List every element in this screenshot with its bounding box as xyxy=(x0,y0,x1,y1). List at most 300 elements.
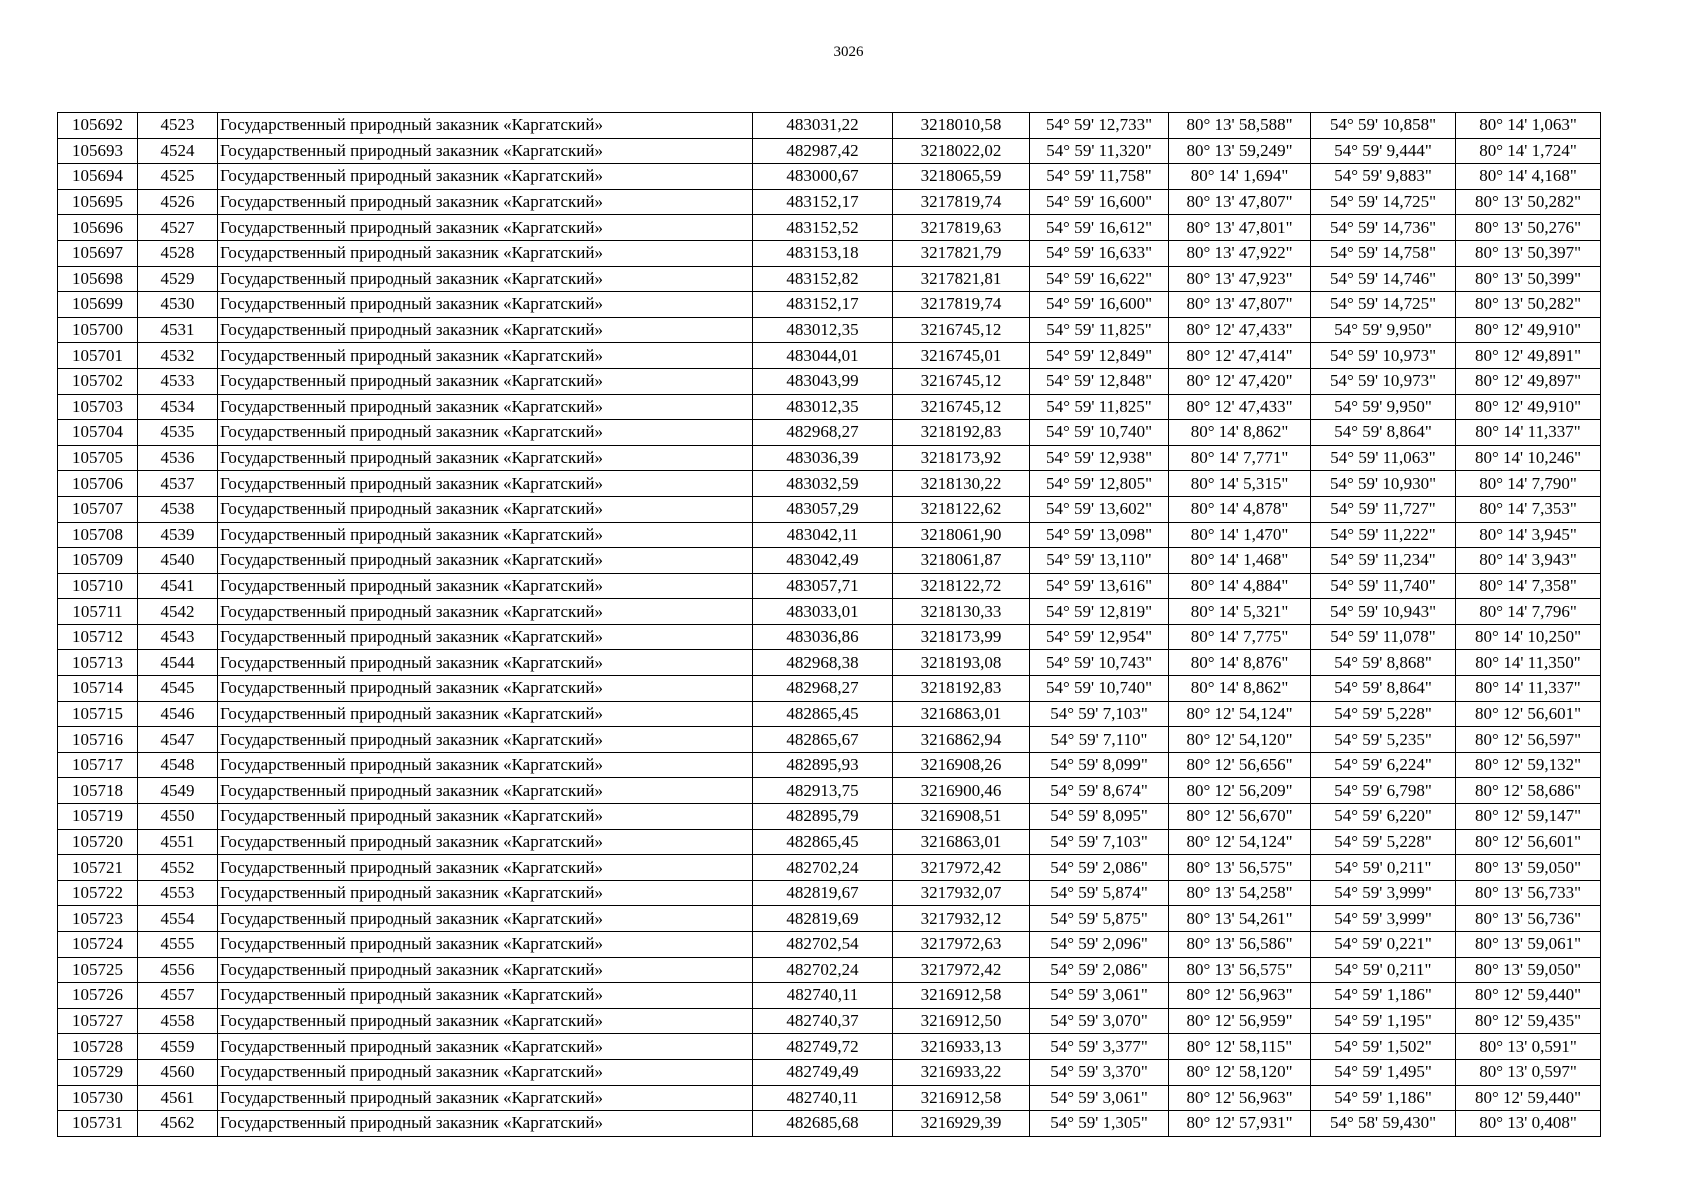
table-row xyxy=(58,522,1601,548)
latitude-cell: 54° 59' 2,086" xyxy=(1030,855,1169,881)
longitude-cell: 80° 13' 58,588" xyxy=(1169,113,1311,139)
row-number-cell: 105700 xyxy=(58,317,138,343)
y-coordinate-cell: 3218130,33 xyxy=(893,599,1030,625)
row-number-cell: 105709 xyxy=(58,548,138,574)
y-coordinate-cell: 3216912,58 xyxy=(893,983,1030,1009)
row-number-cell: 105714 xyxy=(58,676,138,702)
x-coordinate-cell: 482740,37 xyxy=(753,1008,893,1034)
latitude-wgs-cell: 54° 59' 14,725" xyxy=(1311,292,1456,318)
row-number-cell: 105727 xyxy=(58,1008,138,1034)
longitude-wgs-cell: 80° 13' 50,276" xyxy=(1456,215,1601,241)
longitude-wgs-cell: 80° 14' 10,250" xyxy=(1456,624,1601,650)
y-coordinate-cell: 3217821,81 xyxy=(893,266,1030,292)
latitude-wgs-cell: 54° 59' 1,495" xyxy=(1311,1059,1456,1085)
row-number-cell: 105706 xyxy=(58,471,138,497)
name-cell: Государственный природный заказник «Каргатский» xyxy=(218,829,753,855)
row-number-cell: 105696 xyxy=(58,215,138,241)
longitude-wgs-cell: 80° 12' 49,910" xyxy=(1456,394,1601,420)
latitude-cell: 54° 59' 13,110" xyxy=(1030,548,1169,574)
name-cell: Государственный природный заказник «Каргатский» xyxy=(218,343,753,369)
longitude-wgs-cell: 80° 13' 56,733" xyxy=(1456,880,1601,906)
longitude-wgs-cell: 80° 13' 0,597" xyxy=(1456,1059,1601,1085)
longitude-cell: 80° 12' 56,209" xyxy=(1169,778,1311,804)
latitude-cell: 54° 59' 7,103" xyxy=(1030,829,1169,855)
latitude-cell: 54° 59' 2,086" xyxy=(1030,957,1169,983)
x-coordinate-cell: 483152,17 xyxy=(753,292,893,318)
y-coordinate-cell: 3217819,63 xyxy=(893,215,1030,241)
longitude-cell: 80° 12' 56,959" xyxy=(1169,1008,1311,1034)
table-row xyxy=(58,394,1601,420)
longitude-wgs-cell: 80° 13' 50,282" xyxy=(1456,292,1601,318)
x-coordinate-cell: 483042,49 xyxy=(753,548,893,574)
y-coordinate-cell: 3218061,90 xyxy=(893,522,1030,548)
x-coordinate-cell: 482740,11 xyxy=(753,983,893,1009)
latitude-cell: 54° 59' 3,061" xyxy=(1030,1085,1169,1111)
longitude-cell: 80° 12' 47,433" xyxy=(1169,394,1311,420)
x-coordinate-cell: 482685,68 xyxy=(753,1111,893,1137)
y-coordinate-cell: 3217972,42 xyxy=(893,957,1030,983)
point-number-cell: 4542 xyxy=(138,599,218,625)
longitude-wgs-cell: 80° 13' 56,736" xyxy=(1456,906,1601,932)
row-number-cell: 105729 xyxy=(58,1059,138,1085)
latitude-cell: 54° 59' 10,740" xyxy=(1030,676,1169,702)
name-cell: Государственный природный заказник «Каргатский» xyxy=(218,599,753,625)
latitude-wgs-cell: 54° 59' 1,186" xyxy=(1311,1085,1456,1111)
latitude-cell: 54° 59' 12,848" xyxy=(1030,368,1169,394)
latitude-cell: 54° 59' 13,616" xyxy=(1030,573,1169,599)
name-cell: Государственный природный заказник «Каргатский» xyxy=(218,932,753,958)
row-number-cell: 105695 xyxy=(58,189,138,215)
longitude-cell: 80° 13' 59,249" xyxy=(1169,138,1311,164)
latitude-cell: 54° 59' 12,733" xyxy=(1030,113,1169,139)
longitude-cell: 80° 12' 56,963" xyxy=(1169,1085,1311,1111)
y-coordinate-cell: 3218130,22 xyxy=(893,471,1030,497)
x-coordinate-cell: 482895,93 xyxy=(753,752,893,778)
name-cell: Государственный природный заказник «Каргатский» xyxy=(218,778,753,804)
point-number-cell: 4539 xyxy=(138,522,218,548)
longitude-wgs-cell: 80° 14' 7,796" xyxy=(1456,599,1601,625)
row-number-cell: 105694 xyxy=(58,164,138,190)
latitude-cell: 54° 59' 8,674" xyxy=(1030,778,1169,804)
name-cell: Государственный природный заказник «Каргатский» xyxy=(218,650,753,676)
longitude-cell: 80° 12' 58,115" xyxy=(1169,1034,1311,1060)
x-coordinate-cell: 483033,01 xyxy=(753,599,893,625)
table-row xyxy=(58,676,1601,702)
point-number-cell: 4538 xyxy=(138,496,218,522)
latitude-wgs-cell: 54° 59' 9,883" xyxy=(1311,164,1456,190)
latitude-cell: 54° 59' 13,098" xyxy=(1030,522,1169,548)
longitude-wgs-cell: 80° 14' 3,943" xyxy=(1456,548,1601,574)
longitude-wgs-cell: 80° 14' 11,337" xyxy=(1456,420,1601,446)
point-number-cell: 4526 xyxy=(138,189,218,215)
row-number-cell: 105728 xyxy=(58,1034,138,1060)
latitude-wgs-cell: 54° 59' 1,186" xyxy=(1311,983,1456,1009)
name-cell: Государственный природный заказник «Каргатский» xyxy=(218,471,753,497)
latitude-cell: 54° 59' 11,320" xyxy=(1030,138,1169,164)
longitude-wgs-cell: 80° 12' 56,601" xyxy=(1456,701,1601,727)
longitude-wgs-cell: 80° 14' 7,358" xyxy=(1456,573,1601,599)
y-coordinate-cell: 3217932,12 xyxy=(893,906,1030,932)
table-row xyxy=(58,368,1601,394)
latitude-wgs-cell: 54° 59' 9,950" xyxy=(1311,394,1456,420)
longitude-wgs-cell: 80° 12' 59,435" xyxy=(1456,1008,1601,1034)
table-row xyxy=(58,113,1601,139)
name-cell: Государственный природный заказник «Каргатский» xyxy=(218,420,753,446)
x-coordinate-cell: 483012,35 xyxy=(753,317,893,343)
name-cell: Государственный природный заказник «Каргатский» xyxy=(218,624,753,650)
x-coordinate-cell: 482702,24 xyxy=(753,855,893,881)
x-coordinate-cell: 483042,11 xyxy=(753,522,893,548)
latitude-wgs-cell: 54° 59' 1,195" xyxy=(1311,1008,1456,1034)
row-number-cell: 105715 xyxy=(58,701,138,727)
latitude-cell: 54° 59' 12,819" xyxy=(1030,599,1169,625)
longitude-wgs-cell: 80° 12' 49,910" xyxy=(1456,317,1601,343)
table-row xyxy=(58,906,1601,932)
latitude-cell: 54° 59' 1,305" xyxy=(1030,1111,1169,1137)
latitude-cell: 54° 59' 12,805" xyxy=(1030,471,1169,497)
latitude-cell: 54° 59' 16,600" xyxy=(1030,292,1169,318)
x-coordinate-cell: 483036,86 xyxy=(753,624,893,650)
x-coordinate-cell: 482702,54 xyxy=(753,932,893,958)
table-row xyxy=(58,189,1601,215)
latitude-wgs-cell: 54° 59' 11,234" xyxy=(1311,548,1456,574)
name-cell: Государственный природный заказник «Каргатский» xyxy=(218,752,753,778)
name-cell: Государственный природный заказник «Каргатский» xyxy=(218,368,753,394)
longitude-wgs-cell: 80° 14' 7,790" xyxy=(1456,471,1601,497)
x-coordinate-cell: 483044,01 xyxy=(753,343,893,369)
x-coordinate-cell: 482968,38 xyxy=(753,650,893,676)
y-coordinate-cell: 3218122,72 xyxy=(893,573,1030,599)
latitude-cell: 54° 59' 2,096" xyxy=(1030,932,1169,958)
row-number-cell: 105712 xyxy=(58,624,138,650)
longitude-wgs-cell: 80° 13' 50,282" xyxy=(1456,189,1601,215)
y-coordinate-cell: 3216929,39 xyxy=(893,1111,1030,1137)
latitude-wgs-cell: 54° 59' 11,727" xyxy=(1311,496,1456,522)
latitude-wgs-cell: 54° 59' 0,211" xyxy=(1311,957,1456,983)
point-number-cell: 4537 xyxy=(138,471,218,497)
y-coordinate-cell: 3216863,01 xyxy=(893,701,1030,727)
row-number-cell: 105718 xyxy=(58,778,138,804)
table-row xyxy=(58,1059,1601,1085)
y-coordinate-cell: 3218173,99 xyxy=(893,624,1030,650)
longitude-cell: 80° 12' 57,931" xyxy=(1169,1111,1311,1137)
longitude-cell: 80° 14' 1,468" xyxy=(1169,548,1311,574)
longitude-cell: 80° 14' 1,470" xyxy=(1169,522,1311,548)
longitude-cell: 80° 12' 47,414" xyxy=(1169,343,1311,369)
point-number-cell: 4540 xyxy=(138,548,218,574)
y-coordinate-cell: 3216933,22 xyxy=(893,1059,1030,1085)
latitude-cell: 54° 59' 3,370" xyxy=(1030,1059,1169,1085)
longitude-wgs-cell: 80° 12' 56,597" xyxy=(1456,727,1601,753)
row-number-cell: 105704 xyxy=(58,420,138,446)
row-number-cell: 105701 xyxy=(58,343,138,369)
point-number-cell: 4551 xyxy=(138,829,218,855)
x-coordinate-cell: 482968,27 xyxy=(753,676,893,702)
latitude-cell: 54° 59' 3,070" xyxy=(1030,1008,1169,1034)
x-coordinate-cell: 483000,67 xyxy=(753,164,893,190)
y-coordinate-cell: 3217821,79 xyxy=(893,240,1030,266)
x-coordinate-cell: 482702,24 xyxy=(753,957,893,983)
latitude-wgs-cell: 54° 59' 9,950" xyxy=(1311,317,1456,343)
longitude-cell: 80° 13' 47,807" xyxy=(1169,189,1311,215)
y-coordinate-cell: 3217819,74 xyxy=(893,189,1030,215)
row-number-cell: 105707 xyxy=(58,496,138,522)
point-number-cell: 4550 xyxy=(138,804,218,830)
y-coordinate-cell: 3216900,46 xyxy=(893,778,1030,804)
point-number-cell: 4527 xyxy=(138,215,218,241)
name-cell: Государственный природный заказник «Каргатский» xyxy=(218,215,753,241)
point-number-cell: 4525 xyxy=(138,164,218,190)
name-cell: Государственный природный заказник «Каргатский» xyxy=(218,164,753,190)
point-number-cell: 4554 xyxy=(138,906,218,932)
latitude-wgs-cell: 54° 59' 10,973" xyxy=(1311,368,1456,394)
longitude-wgs-cell: 80° 14' 1,063" xyxy=(1456,113,1601,139)
y-coordinate-cell: 3218192,83 xyxy=(893,420,1030,446)
longitude-wgs-cell: 80° 13' 0,408" xyxy=(1456,1111,1601,1137)
y-coordinate-cell: 3217932,07 xyxy=(893,880,1030,906)
latitude-wgs-cell: 54° 59' 5,235" xyxy=(1311,727,1456,753)
table-row xyxy=(58,496,1601,522)
latitude-cell: 54° 59' 12,849" xyxy=(1030,343,1169,369)
row-number-cell: 105710 xyxy=(58,573,138,599)
name-cell: Государственный природный заказник «Каргатский» xyxy=(218,266,753,292)
x-coordinate-cell: 482819,67 xyxy=(753,880,893,906)
latitude-wgs-cell: 54° 59' 11,740" xyxy=(1311,573,1456,599)
table-row xyxy=(58,548,1601,574)
latitude-wgs-cell: 54° 59' 6,798" xyxy=(1311,778,1456,804)
latitude-wgs-cell: 54° 59' 10,930" xyxy=(1311,471,1456,497)
name-cell: Государственный природный заказник «Каргатский» xyxy=(218,189,753,215)
longitude-wgs-cell: 80° 12' 49,897" xyxy=(1456,368,1601,394)
row-number-cell: 105722 xyxy=(58,880,138,906)
longitude-wgs-cell: 80° 12' 49,891" xyxy=(1456,343,1601,369)
latitude-cell: 54° 59' 16,633" xyxy=(1030,240,1169,266)
longitude-wgs-cell: 80° 12' 58,686" xyxy=(1456,778,1601,804)
row-number-cell: 105719 xyxy=(58,804,138,830)
page-number: 3026 xyxy=(833,44,864,60)
point-number-cell: 4547 xyxy=(138,727,218,753)
latitude-cell: 54° 59' 3,061" xyxy=(1030,983,1169,1009)
name-cell: Государственный природный заказник «Каргатский» xyxy=(218,855,753,881)
x-coordinate-cell: 482749,72 xyxy=(753,1034,893,1060)
row-number-cell: 105717 xyxy=(58,752,138,778)
row-number-cell: 105721 xyxy=(58,855,138,881)
point-number-cell: 4524 xyxy=(138,138,218,164)
x-coordinate-cell: 482865,45 xyxy=(753,829,893,855)
table-row xyxy=(58,240,1601,266)
name-cell: Государственный природный заказник «Каргатский» xyxy=(218,573,753,599)
x-coordinate-cell: 482865,45 xyxy=(753,701,893,727)
latitude-wgs-cell: 54° 59' 14,758" xyxy=(1311,240,1456,266)
table-row xyxy=(58,855,1601,881)
coordinates-table xyxy=(57,112,1601,1137)
latitude-wgs-cell: 54° 59' 3,999" xyxy=(1311,880,1456,906)
y-coordinate-cell: 3216863,01 xyxy=(893,829,1030,855)
y-coordinate-cell: 3216862,94 xyxy=(893,727,1030,753)
table-row xyxy=(58,624,1601,650)
latitude-cell: 54° 59' 10,743" xyxy=(1030,650,1169,676)
longitude-wgs-cell: 80° 14' 3,945" xyxy=(1456,522,1601,548)
point-number-cell: 4545 xyxy=(138,676,218,702)
longitude-wgs-cell: 80° 13' 50,399" xyxy=(1456,266,1601,292)
name-cell: Государственный природный заказник «Каргатский» xyxy=(218,1111,753,1137)
point-number-cell: 4555 xyxy=(138,932,218,958)
latitude-wgs-cell: 54° 59' 14,725" xyxy=(1311,189,1456,215)
point-number-cell: 4536 xyxy=(138,445,218,471)
table-row xyxy=(58,1008,1601,1034)
y-coordinate-cell: 3216745,12 xyxy=(893,394,1030,420)
longitude-wgs-cell: 80° 13' 59,050" xyxy=(1456,855,1601,881)
point-number-cell: 4523 xyxy=(138,113,218,139)
longitude-cell: 80° 13' 47,922" xyxy=(1169,240,1311,266)
x-coordinate-cell: 482865,67 xyxy=(753,727,893,753)
y-coordinate-cell: 3216745,01 xyxy=(893,343,1030,369)
name-cell: Государственный природный заказник «Каргатский» xyxy=(218,113,753,139)
latitude-wgs-cell: 54° 59' 0,221" xyxy=(1311,932,1456,958)
latitude-wgs-cell: 54° 59' 5,228" xyxy=(1311,829,1456,855)
longitude-wgs-cell: 80° 12' 59,132" xyxy=(1456,752,1601,778)
longitude-cell: 80° 13' 54,258" xyxy=(1169,880,1311,906)
y-coordinate-cell: 3217972,42 xyxy=(893,855,1030,881)
latitude-wgs-cell: 54° 58' 59,430" xyxy=(1311,1111,1456,1137)
x-coordinate-cell: 482913,75 xyxy=(753,778,893,804)
row-number-cell: 105708 xyxy=(58,522,138,548)
table-row xyxy=(58,804,1601,830)
y-coordinate-cell: 3217819,74 xyxy=(893,292,1030,318)
x-coordinate-cell: 482968,27 xyxy=(753,420,893,446)
latitude-wgs-cell: 54° 59' 14,736" xyxy=(1311,215,1456,241)
point-number-cell: 4552 xyxy=(138,855,218,881)
longitude-cell: 80° 12' 58,120" xyxy=(1169,1059,1311,1085)
latitude-cell: 54° 59' 12,954" xyxy=(1030,624,1169,650)
point-number-cell: 4544 xyxy=(138,650,218,676)
name-cell: Государственный природный заказник «Каргатский» xyxy=(218,701,753,727)
latitude-wgs-cell: 54° 59' 6,224" xyxy=(1311,752,1456,778)
name-cell: Государственный природный заказник «Каргатский» xyxy=(218,292,753,318)
point-number-cell: 4531 xyxy=(138,317,218,343)
table-row xyxy=(58,1111,1601,1137)
name-cell: Государственный природный заказник «Каргатский» xyxy=(218,804,753,830)
name-cell: Государственный природный заказник «Каргатский» xyxy=(218,496,753,522)
x-coordinate-cell: 483152,17 xyxy=(753,189,893,215)
x-coordinate-cell: 482819,69 xyxy=(753,906,893,932)
row-number-cell: 105693 xyxy=(58,138,138,164)
x-coordinate-cell: 483057,71 xyxy=(753,573,893,599)
x-coordinate-cell: 482895,79 xyxy=(753,804,893,830)
point-number-cell: 4532 xyxy=(138,343,218,369)
name-cell: Государственный природный заказник «Каргатский» xyxy=(218,957,753,983)
longitude-cell: 80° 12' 54,124" xyxy=(1169,701,1311,727)
latitude-cell: 54° 59' 16,600" xyxy=(1030,189,1169,215)
point-number-cell: 4559 xyxy=(138,1034,218,1060)
latitude-wgs-cell: 54° 59' 8,864" xyxy=(1311,676,1456,702)
latitude-cell: 54° 59' 11,825" xyxy=(1030,317,1169,343)
point-number-cell: 4558 xyxy=(138,1008,218,1034)
latitude-wgs-cell: 54° 59' 11,078" xyxy=(1311,624,1456,650)
row-number-cell: 105698 xyxy=(58,266,138,292)
table-row xyxy=(58,778,1601,804)
y-coordinate-cell: 3218065,59 xyxy=(893,164,1030,190)
longitude-cell: 80° 12' 54,124" xyxy=(1169,829,1311,855)
longitude-wgs-cell: 80° 12' 59,440" xyxy=(1456,1085,1601,1111)
point-number-cell: 4543 xyxy=(138,624,218,650)
x-coordinate-cell: 482749,49 xyxy=(753,1059,893,1085)
latitude-wgs-cell: 54° 59' 6,220" xyxy=(1311,804,1456,830)
row-number-cell: 105725 xyxy=(58,957,138,983)
latitude-wgs-cell: 54° 59' 8,868" xyxy=(1311,650,1456,676)
latitude-cell: 54° 59' 12,938" xyxy=(1030,445,1169,471)
name-cell: Государственный природный заказник «Каргатский» xyxy=(218,138,753,164)
longitude-cell: 80° 14' 5,321" xyxy=(1169,599,1311,625)
latitude-wgs-cell: 54° 59' 11,063" xyxy=(1311,445,1456,471)
latitude-cell: 54° 59' 16,612" xyxy=(1030,215,1169,241)
latitude-cell: 54° 59' 5,874" xyxy=(1030,880,1169,906)
x-coordinate-cell: 483057,29 xyxy=(753,496,893,522)
longitude-cell: 80° 14' 4,878" xyxy=(1169,496,1311,522)
longitude-wgs-cell: 80° 12' 56,601" xyxy=(1456,829,1601,855)
table-row xyxy=(58,317,1601,343)
x-coordinate-cell: 482740,11 xyxy=(753,1085,893,1111)
table-row xyxy=(58,573,1601,599)
latitude-cell: 54° 59' 13,602" xyxy=(1030,496,1169,522)
point-number-cell: 4557 xyxy=(138,983,218,1009)
row-number-cell: 105697 xyxy=(58,240,138,266)
table-row xyxy=(58,957,1601,983)
x-coordinate-cell: 483036,39 xyxy=(753,445,893,471)
table-row xyxy=(58,215,1601,241)
longitude-wgs-cell: 80° 13' 0,591" xyxy=(1456,1034,1601,1060)
row-number-cell: 105703 xyxy=(58,394,138,420)
y-coordinate-cell: 3216912,58 xyxy=(893,1085,1030,1111)
name-cell: Государственный природный заказник «Каргатский» xyxy=(218,1085,753,1111)
point-number-cell: 4546 xyxy=(138,701,218,727)
longitude-cell: 80° 13' 47,801" xyxy=(1169,215,1311,241)
row-number-cell: 105702 xyxy=(58,368,138,394)
x-coordinate-cell: 483152,82 xyxy=(753,266,893,292)
latitude-wgs-cell: 54° 59' 0,211" xyxy=(1311,855,1456,881)
name-cell: Государственный природный заказник «Каргатский» xyxy=(218,240,753,266)
point-number-cell: 4553 xyxy=(138,880,218,906)
point-number-cell: 4562 xyxy=(138,1111,218,1137)
longitude-cell: 80° 13' 56,575" xyxy=(1169,957,1311,983)
longitude-cell: 80° 12' 47,420" xyxy=(1169,368,1311,394)
longitude-cell: 80° 14' 8,862" xyxy=(1169,676,1311,702)
longitude-cell: 80° 14' 1,694" xyxy=(1169,164,1311,190)
name-cell: Государственный природный заказник «Каргатский» xyxy=(218,445,753,471)
longitude-cell: 80° 12' 56,656" xyxy=(1169,752,1311,778)
latitude-wgs-cell: 54° 59' 8,864" xyxy=(1311,420,1456,446)
row-number-cell: 105723 xyxy=(58,906,138,932)
y-coordinate-cell: 3218193,08 xyxy=(893,650,1030,676)
point-number-cell: 4549 xyxy=(138,778,218,804)
point-number-cell: 4533 xyxy=(138,368,218,394)
point-number-cell: 4548 xyxy=(138,752,218,778)
row-number-cell: 105705 xyxy=(58,445,138,471)
latitude-wgs-cell: 54° 59' 1,502" xyxy=(1311,1034,1456,1060)
longitude-wgs-cell: 80° 14' 1,724" xyxy=(1456,138,1601,164)
longitude-wgs-cell: 80° 12' 59,440" xyxy=(1456,983,1601,1009)
latitude-cell: 54° 59' 8,095" xyxy=(1030,804,1169,830)
table-row xyxy=(58,701,1601,727)
row-number-cell: 105692 xyxy=(58,113,138,139)
longitude-cell: 80° 12' 47,433" xyxy=(1169,317,1311,343)
longitude-cell: 80° 12' 56,963" xyxy=(1169,983,1311,1009)
y-coordinate-cell: 3218061,87 xyxy=(893,548,1030,574)
longitude-wgs-cell: 80° 14' 10,246" xyxy=(1456,445,1601,471)
table-row xyxy=(58,1085,1601,1111)
point-number-cell: 4529 xyxy=(138,266,218,292)
x-coordinate-cell: 483153,18 xyxy=(753,240,893,266)
